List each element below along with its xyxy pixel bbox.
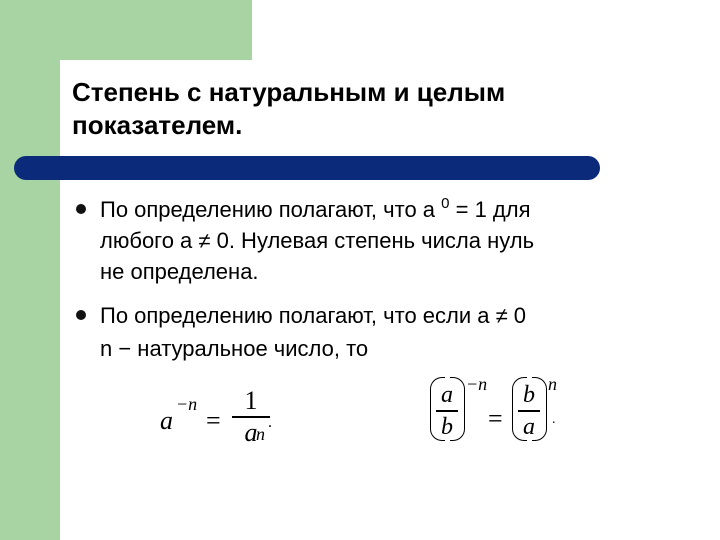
decorative-left-band <box>0 0 60 540</box>
bullet-1-text-a: По определению полагают, что a <box>100 197 436 222</box>
bullet-1-superscript: 0 <box>441 195 450 212</box>
formula-1-den-exponent: n <box>256 424 265 444</box>
formula-1-den-base: a <box>244 417 258 447</box>
bullet-2-line-2: n − натуральное число, то <box>100 336 369 361</box>
formula-2-left-denominator: b <box>441 413 453 440</box>
title-line-2: показателем. <box>72 110 243 140</box>
bullet-1-line-1 <box>100 194 531 228</box>
bullet-1-line-2: любого a ≠ 0. Нулевая степень числа нуль <box>100 228 535 253</box>
formula-2-left-exponent: −n <box>466 374 488 394</box>
formula-2-left-paren-close <box>450 377 465 441</box>
decorative-top-block <box>0 0 252 60</box>
formula-2-period: . <box>552 412 556 427</box>
formula-2-right-exponent: n <box>548 374 557 394</box>
bullet-1-line-3: не определена. <box>100 259 259 284</box>
title-line-1: Степень с натуральным и целым <box>72 77 506 107</box>
formula-1-exponent: −n <box>176 394 198 414</box>
formula-2-equals: = <box>488 404 503 433</box>
formula-1-period: . <box>268 414 272 431</box>
title-divider-bar <box>14 156 600 180</box>
formula-2-left-numerator: a <box>441 382 453 408</box>
bullet-2-line-1: По определению полагают, что если a ≠ 0 <box>100 303 527 328</box>
formula-2-right-numerator: b <box>523 382 535 408</box>
bullet-dot-1 <box>76 204 86 214</box>
slide-title <box>72 76 672 142</box>
bullet-dot-2 <box>76 310 86 320</box>
formula-1-numerator: 1 <box>244 386 258 415</box>
formula-2-right-paren-close <box>532 377 547 441</box>
formula-1-base: a <box>160 406 173 435</box>
formula-1-equals: = <box>206 406 221 435</box>
bullet-1-text-b: = 1 для <box>449 197 531 222</box>
formula-2-right-denominator: a <box>523 413 535 440</box>
